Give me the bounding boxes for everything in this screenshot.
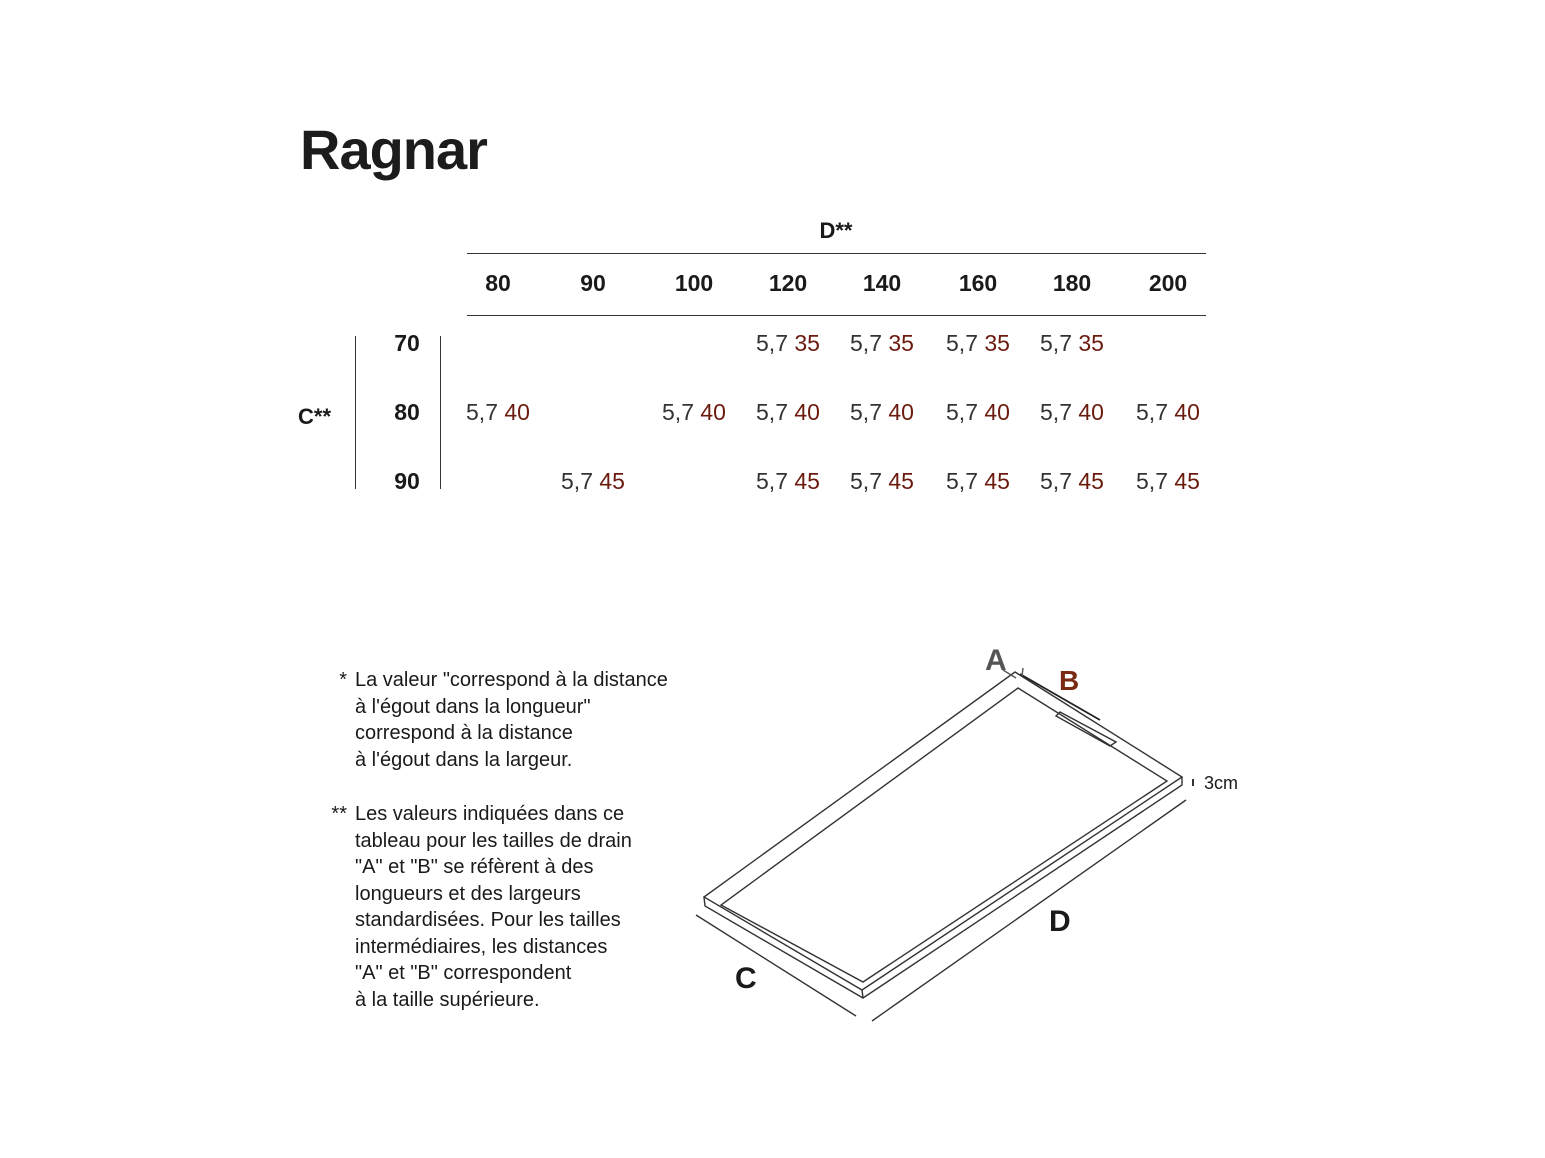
value-a: 5,7 (756, 330, 788, 356)
footnote-line: intermédiaires, les distances (355, 935, 608, 958)
value-b: 45 (794, 468, 820, 494)
value-b: 35 (888, 330, 914, 356)
value-a: 5,7 (850, 399, 882, 425)
value-a: 5,7 (466, 399, 498, 425)
value-b: 45 (888, 468, 914, 494)
footnote-mark: * (339, 669, 347, 691)
tray-outer-outline (704, 672, 1182, 990)
footnote-line: Les valeurs indiquées dans ce (355, 803, 625, 825)
footnote-line: correspond à la distance (355, 722, 573, 744)
column-header: 200 (1148, 270, 1188, 296)
footnote-line: à la taille supérieure. (355, 988, 540, 1011)
label-c: C (735, 962, 757, 995)
label-b: B (1059, 665, 1080, 696)
column-header: 100 (674, 270, 714, 296)
tray-inner-outline (721, 688, 1167, 982)
column-header: 160 (958, 270, 998, 296)
column-header: 90 (580, 270, 606, 296)
value-b: 45 (984, 468, 1010, 494)
value-b: 45 (1174, 468, 1200, 494)
footnote-line: La valeur "correspond à la distance (355, 669, 668, 691)
footnote-line: à l'égout dans la longueur" (355, 695, 591, 718)
row-header: 70 (394, 330, 420, 356)
column-header: 180 (1052, 270, 1092, 296)
value-a: 5,7 (561, 468, 593, 494)
value-a: 5,7 (1040, 399, 1072, 425)
footnote-line: longueurs et des largeurs (355, 882, 581, 905)
value-b: 40 (1078, 399, 1104, 425)
value-b: 40 (984, 399, 1010, 425)
page-title: Ragnar (300, 118, 487, 181)
label-d: D (1049, 905, 1071, 938)
footnote-line: "A" et "B" se réfèrent à des (355, 856, 594, 878)
value-b: 45 (599, 468, 625, 494)
value-a: 5,7 (1136, 468, 1168, 494)
value-b: 40 (700, 399, 726, 425)
value-b: 40 (504, 399, 530, 425)
value-a: 5,7 (946, 468, 978, 494)
row-header: 80 (394, 399, 420, 425)
value-a: 5,7 (1040, 468, 1072, 494)
value-a: 5,7 (756, 468, 788, 494)
value-a: 5,7 (756, 399, 788, 425)
label-height: 3cm (1204, 773, 1239, 793)
footnote-line: "A" et "B" correspondent (355, 962, 572, 984)
dimension-d-line (872, 800, 1186, 1021)
column-axis-label: D** (819, 218, 853, 243)
column-header: 80 (485, 270, 511, 296)
row-header: 90 (394, 468, 420, 494)
value-a: 5,7 (1136, 399, 1168, 425)
footnote-mark: ** (331, 803, 347, 825)
row-axis-label: C** (298, 404, 332, 429)
value-a: 5,7 (1040, 330, 1072, 356)
column-header: 120 (768, 270, 808, 296)
value-a: 5,7 (946, 399, 978, 425)
footnote-line: tableau pour les tailles de drain (355, 829, 632, 852)
value-a: 5,7 (946, 330, 978, 356)
value-b: 35 (1078, 330, 1104, 356)
value-b: 35 (794, 330, 820, 356)
column-header: 140 (862, 270, 902, 296)
value-a: 5,7 (850, 330, 882, 356)
value-b: 40 (1174, 399, 1200, 425)
footnote-line: standardisées. Pour les tailles (355, 909, 621, 931)
value-a: 5,7 (662, 399, 694, 425)
value-b: 45 (1078, 468, 1104, 494)
value-b: 40 (888, 399, 914, 425)
footnote-line: à l'égout dans la largeur. (355, 748, 573, 771)
label-a: A (985, 644, 1007, 677)
value-a: 5,7 (850, 468, 882, 494)
value-b: 40 (794, 399, 820, 425)
value-b: 35 (984, 330, 1010, 356)
